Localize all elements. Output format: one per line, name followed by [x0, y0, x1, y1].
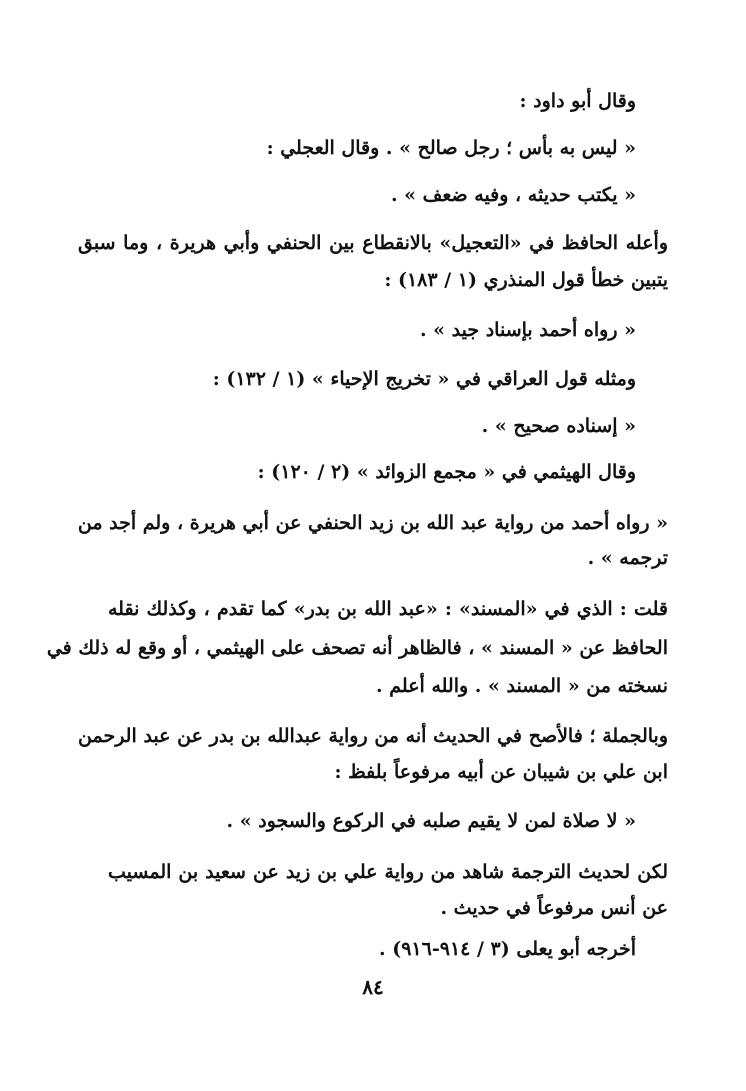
- text-line-16: ابن علي بن شيبان عن أبيه مرفوعاً بلفظ :: [334, 761, 668, 783]
- text-line-1: وقال أبو داود :: [519, 90, 636, 112]
- text-line-5: يتبين خطأ قول المنذري (١ / ١٨٣) :: [384, 269, 668, 291]
- text-line-17: « لا صلاة لمن لا يقيم صلبه في الركوع والسجود » .: [226, 810, 636, 832]
- text-line-4: وأعله الحافظ في «التعجيل» بالانقطاع بين الحنفي وأبي هريرة ، وما سبق: [78, 232, 668, 254]
- text-line-6: « رواه أحمد بإسناد جيد » .: [419, 319, 636, 341]
- text-line-8: « إسناده صحيح » .: [481, 415, 636, 437]
- text-line-11: ترجمه » .: [587, 547, 668, 569]
- text-line-20: أخرجه أبو يعلى (٣ / ٩١٤-٩١٦) .: [378, 938, 636, 960]
- text-line-3: « يكتب حديثه ، وفيه ضعف » .: [390, 184, 636, 206]
- text-line-14: نسخته من « المسند » . والله أعلم .: [376, 675, 668, 697]
- text-line-2: « ليس به بأس ؛ رجل صالح » . وقال العجلي :: [266, 137, 636, 159]
- text-line-19: عن أنس مرفوعاً في حديث .: [440, 897, 668, 919]
- text-line-15: وبالجملة ؛ فالأصح في الحديث أنه من رواية عبدالله بن بدر عن عبد الرحمن: [78, 725, 668, 747]
- text-line-10: « رواه أحمد من رواية عبد الله بن زيد الحنفي عن أبي هريرة ، ولم أجد من: [77, 512, 668, 534]
- text-line-7: ومثله قول العراقي في « تخريج الإحياء » (١ / ١٣٢) :: [212, 368, 636, 390]
- page-number: ٨٤: [362, 975, 384, 999]
- text-line-13: الحافظ عن « المسند » ، فالظاهر أنه تصحف على الهيثمي ، أو وقع له ذلك في: [46, 637, 668, 659]
- text-line-9: وقال الهيثمي في « مجمع الزوائد » (٢ / ١٢٠) :: [257, 461, 636, 483]
- text-line-12: قلت : الذي في «المسند» : «عبد الله بن بدر» كما تقدم ، وكذلك نقله: [108, 598, 668, 620]
- text-line-18: لكن لحديث الترجمة شاهد من رواية علي بن زيد عن سعيد بن المسيب: [108, 861, 668, 883]
